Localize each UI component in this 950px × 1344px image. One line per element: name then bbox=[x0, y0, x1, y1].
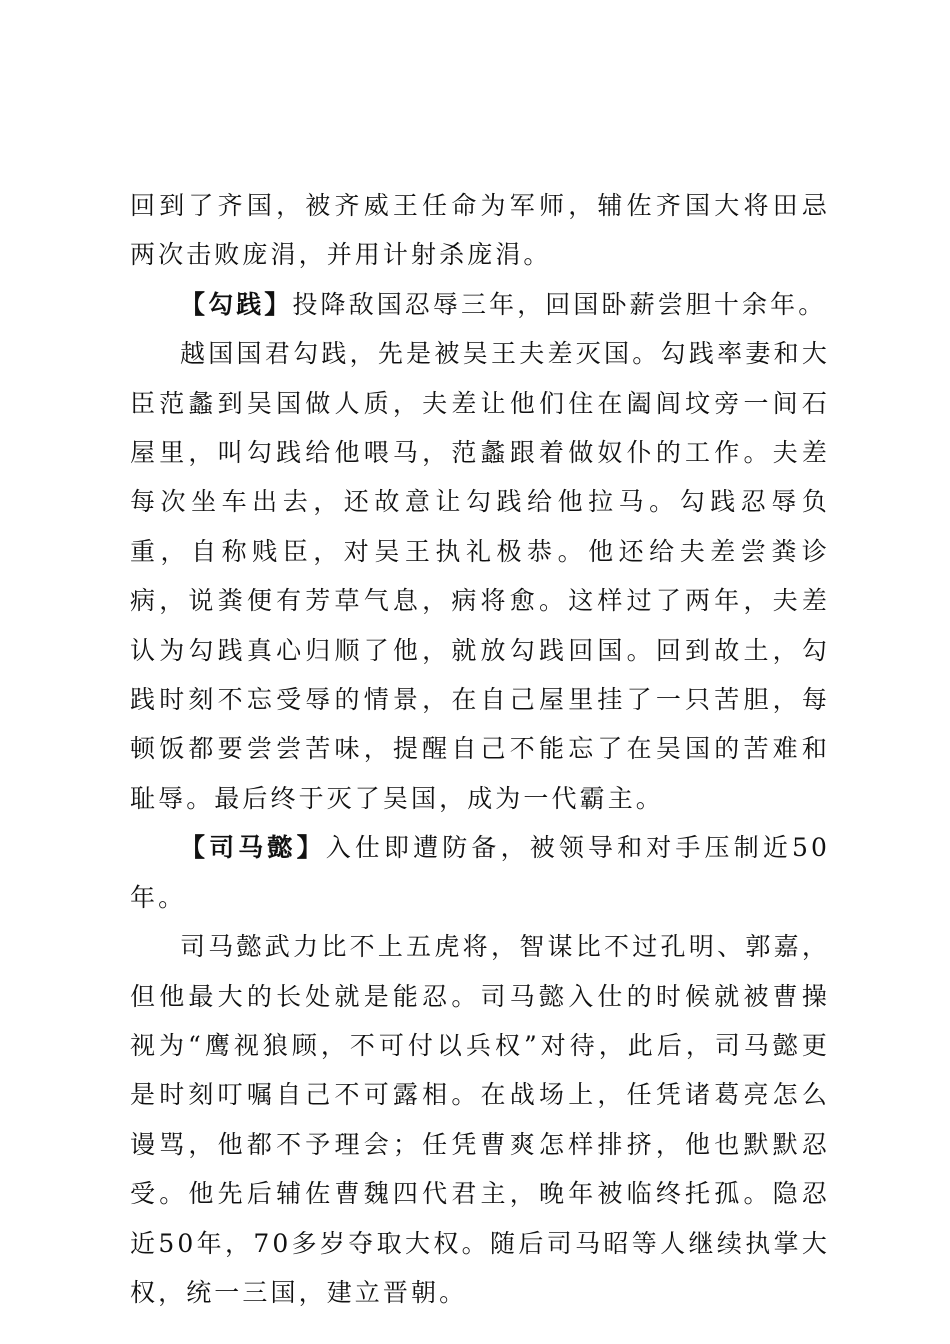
goujian-heading-summary: 投降敌国忍辱三年，回国卧薪尝胆十余年。 bbox=[292, 289, 827, 319]
goujian-body: 越国国君勾践，先是被吴王夫差灭国。勾践率妻和大臣范蠡到吴国做人质，夫差让他们住在阖闾坟旁一间石屋里，叫勾践给他喂马，范蠡跟着做奴仆的工作。夫差每次坐车出去，还故意让勾践给他拉马。勾践忍辱负重，自称贱臣，对吴王执礼极恭。他还给夫差尝粪诊病，说粪便有芳草气息，病将愈。这样过了两年，夫差认为勾践真心归顺了他，就放勾践回国。回到故土，勾践时刻不忘受辱的情景，在自己屋里挂了一只苦胆，每顿饭都要尝尝苦味，提醒自己不能忘了在吴国的苦难和耻辱。最后终于灭了吴国，成为一代霸主。 bbox=[130, 339, 830, 813]
simayi-heading bbox=[130, 823, 830, 922]
goujian-heading bbox=[130, 280, 830, 329]
simayi-heading-name: 【司马懿】 bbox=[180, 833, 326, 863]
simayi-heading-summary: 入仕即遭防备，被领导和对手压制近50年。 bbox=[130, 833, 830, 912]
goujian-heading-name: 【勾践】 bbox=[180, 289, 293, 319]
simayi-body: 司马懿武力比不上五虎将，智谋比不过孔明、郭嘉，但他最大的长处就是能忍。司马懿入仕的时候就被曹操视为“鹰视狼顾，不可付以兵权”对待，此后，司马懿更是时刻叮嘱自己不可露相。在战场上，任凭诸葛亮怎么谩骂，他都不予理会；任凭曹爽怎样排挤，他也默默忍受。他先后辅佐曹魏四代君主，晚年被临终托孤。隐忍近50年，70多岁夺取大权。随后司马昭等人继续执掌大权，统一三国，建立晋朝。 bbox=[130, 932, 830, 1307]
document-page bbox=[130, 181, 830, 1317]
sunbin-paragraph-tail: 回到了齐国，被齐威王任命为军师，辅佐齐国大将田忌两次击败庞涓，并用计射杀庞涓。 bbox=[130, 191, 830, 270]
